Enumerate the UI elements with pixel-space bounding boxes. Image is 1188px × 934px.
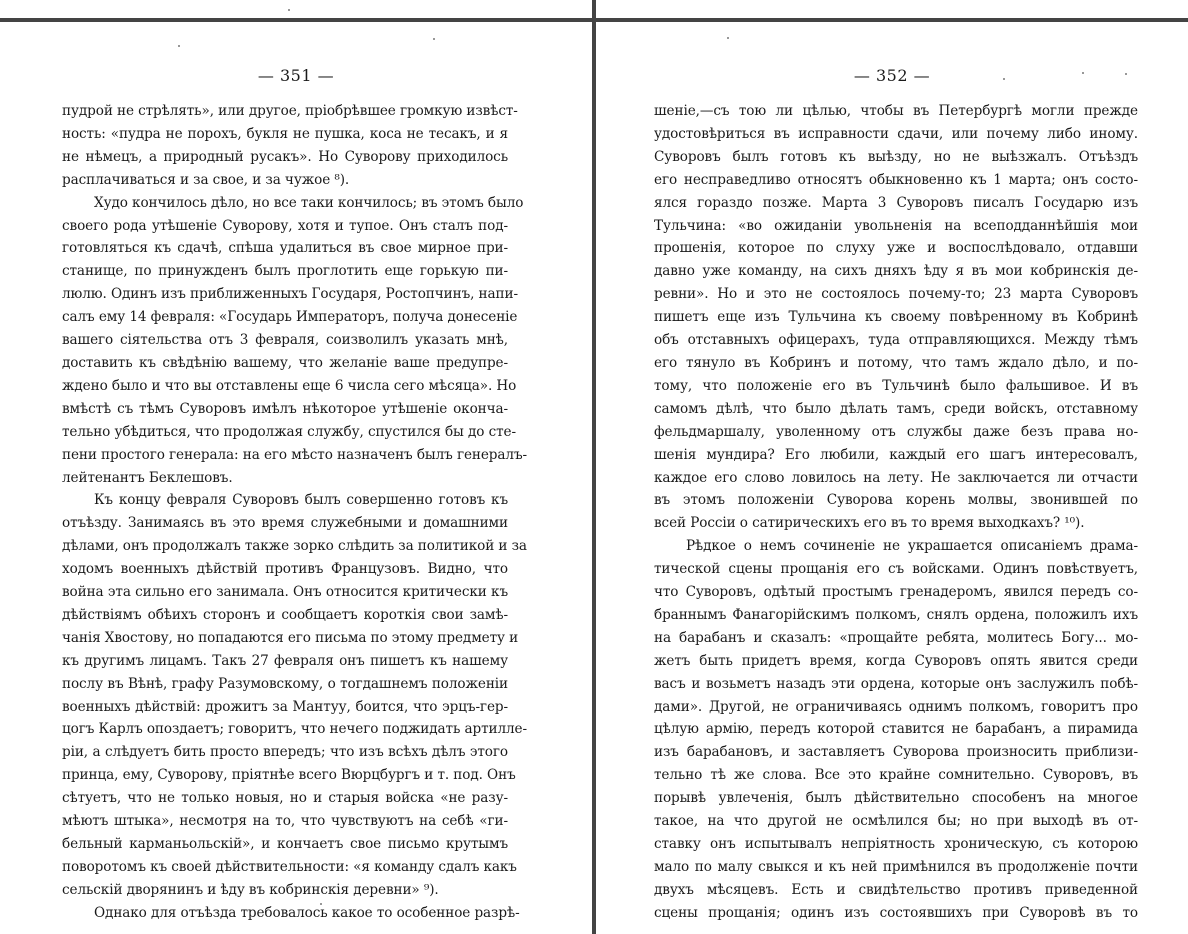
text-line: послу въ Вѣнѣ, графу Разумовскому, о тогдашнемъ положеніи: [62, 675, 508, 692]
text-line: тельно тѣ же слова. Все это крайне сомнительно. Суворовъ, въ: [654, 767, 1138, 784]
text-line: всей Россіи о сатирическихъ его въ то время выходкахъ? ¹⁰).: [654, 515, 1085, 532]
page-number: — 351 —: [257, 66, 335, 85]
text-line: пени простого генерала: на его мѣсто назначенъ былъ генералъ-: [62, 446, 527, 463]
text-line: порывѣ увлеченія, былъ дѣйствительно способенъ на многое: [654, 790, 1138, 807]
text-line: салъ ему 14 февраля: «Государь Императоръ, получа донесеніе: [62, 309, 518, 326]
text-line: дѣйствіямъ обѣихъ сторонъ и сообщаетъ короткія свои замѣ-: [62, 606, 508, 623]
text-line: шенія мундира? Его любили, каждый его шагъ интересовалъ,: [654, 446, 1138, 463]
text-line: пишетъ еще изъ Тульчина къ своему повѣренному въ Кобринѣ: [654, 309, 1138, 326]
text-line: расплачиваться и за свое, и за чужое ⁸).: [62, 171, 350, 188]
text-line: его несправедливо относятъ обыкновенно къ 1 марта; онъ состо-: [654, 171, 1138, 188]
text-line: ревни». Но и это не состоялось почему-то; 23 марта Суворовъ: [654, 286, 1138, 303]
page-gutter-divider: [592, 0, 596, 934]
scan-speck: [320, 903, 322, 905]
text-line: доставить къ свѣдѣнію вашему, что желаніе ваше предупре-: [62, 354, 508, 371]
text-line: объ отставныхъ офицерахъ, туда отправляющихся. Между тѣмъ: [654, 332, 1138, 349]
text-line: пудрой не стрѣлять», или другое, пріобрѣвшее громкую извѣст-: [62, 103, 518, 119]
text-line: удостовѣриться въ исправности сдачи, или почему либо иному.: [654, 125, 1138, 142]
text-line: васъ и возьметъ назадъ эти ордена, которые онъ заслужилъ побѣ-: [654, 675, 1138, 692]
text-line: давно уже команду, на сихъ дняхъ ѣду я въ мои кобринскія де-: [654, 263, 1138, 280]
text-line: къ другимъ лицамъ. Такъ 27 февраля онъ пишетъ къ нашему: [62, 652, 508, 669]
text-line: тому, что положеніе его въ Тульчинѣ было фальшивое. И въ: [654, 377, 1138, 394]
text-line: Суворовъ былъ готовъ къ выѣзду, но не выѣзжалъ. Отъѣздъ: [654, 148, 1138, 165]
text-line: ждено было и что вы отставлены еще 6 числа сего мѣсяца». Но: [62, 377, 517, 394]
text-line: лейтенантъ Беклешовъ.: [62, 469, 233, 486]
text-line: Однако для отъѣзда требовалось какое то особенное разрѣ-: [94, 904, 520, 921]
text-line: ріи, а слѣдуетъ бить просто впередъ; что изъ всѣхъ дѣлъ этого: [62, 744, 508, 761]
text-line: каждое его слово ловилось на лету. Не заключается ли отчасти: [654, 469, 1138, 486]
text-line: Тульчина: «во ожиданіи увольненія на всеподданнѣйшія мои: [654, 217, 1138, 234]
text-line: люлю. Одинъ изъ приближенныхъ Государя, Ростопчинъ, напи-: [62, 286, 518, 303]
text-line: изъ барабановъ, и заставляетъ Суворова произносить приблизи-: [654, 744, 1138, 761]
scan-speck: [727, 37, 729, 39]
text-line: цогъ Карлъ опоздаетъ; говоритъ, что нечего поджидать артилле-: [62, 721, 527, 738]
page-body-text: [654, 100, 1138, 925]
text-line: прошенія, которое по слуху уже и воспослѣдовало, отдавши: [654, 240, 1138, 257]
text-line: война эта сильно его занимала. Онъ относится критически къ: [62, 584, 508, 601]
text-line: станище, по принужденъ былъ проглотить еще горькую пи-: [62, 263, 508, 280]
text-line: принца, ему, Суворову, пріятнѣе всего Вюрцбургъ и т. под. Онъ: [62, 767, 516, 784]
scan-speck: [433, 38, 435, 40]
scan-speck: [1125, 73, 1127, 75]
text-line: своего рода утѣшеніе Суворову, хотя и тупое. Онъ сталъ под-: [62, 217, 508, 234]
text-line: мѣютъ штыка», несмотря на то, что чувствуютъ на себѣ «ги-: [62, 813, 508, 830]
text-line: вашего сіятельства отъ 3 февраля, соизволилъ указать мнѣ,: [62, 332, 508, 349]
text-line: дами». Другой, не ограничиваясь однимъ полкомъ, говоритъ про: [654, 698, 1138, 715]
text-line: чанія Хвостову, но попадаются его письма по этому предмету и: [62, 629, 519, 646]
scan-speck: [1003, 78, 1005, 80]
text-line: ходомъ военныхъ дѣйствій противъ Французовъ. Видно, что: [62, 561, 508, 578]
text-line: дѣлами, онъ продолжалъ также зорко слѣдить за политикой и за: [62, 538, 527, 555]
text-line: Къ концу февраля Суворовъ былъ совершенно готовъ къ: [94, 492, 508, 509]
page-body-text: [62, 100, 527, 925]
scan-speck: [288, 9, 290, 11]
text-line: жетъ быть придетъ время, когда Суворовъ опять явится среди: [654, 652, 1138, 669]
text-line: ность: «пудра не порохъ, букля не пушка, коса не тесакъ, и я: [62, 125, 508, 142]
text-line: тельно убѣдиться, что продолжая службу, спустился бы до сте-: [62, 423, 516, 440]
text-line: ялся гораздо позже. Марта 3 Суворовъ писалъ Государю изъ: [654, 194, 1138, 211]
scan-speck: [1082, 72, 1084, 74]
text-line: бельный карманьольскій», и кончаетъ свое письмо крутымъ: [62, 836, 508, 852]
text-line: такое, на что другой не осмѣлился бы; но при выходѣ въ от-: [654, 813, 1138, 830]
text-line: двухъ мѣсяцевъ. Есть и свидѣтельство противъ приведенной: [654, 881, 1138, 898]
text-line: въ этомъ положеніи Суворова корень молвы, звонившей по: [654, 492, 1138, 509]
text-line: отъѣзду. Занимаясь въ это время служебными и домашними: [62, 515, 508, 532]
text-line: сѣтуетъ, что не только новыя, но и старыя войска «не разу-: [62, 790, 508, 807]
text-line: сельскій дворянинъ и ѣду въ кобринскія деревни» ⁹).: [62, 881, 439, 898]
text-line: сцены прощанія; одинъ изъ состоявшихъ при Суворовѣ въ то: [654, 904, 1138, 921]
text-line: поворотомъ къ своей дѣйствительности: «я команду сдалъ какъ: [62, 858, 517, 875]
text-line: на барабанъ и сказалъ: «прощайте ребята, молитесь Богу... мо-: [654, 629, 1138, 646]
text-line: что Суворовъ, одѣтый простымъ гренадеромъ, явился передъ со-: [654, 584, 1138, 601]
text-line: цѣлую армію, передъ которой ставится не барабанъ, а пирамида: [654, 721, 1138, 738]
text-line: фельдмаршалу, уволенному отъ службы даже безъ права но-: [654, 423, 1138, 440]
text-line: его тянуло въ Кобринъ и потому, что тамъ ждало дѣло, и по-: [654, 354, 1138, 371]
text-line: мало по малу свыкся и къ ней примѣнился въ продолженіе почти: [654, 858, 1138, 875]
text-line: шеніе,—съ тою ли цѣлью, чтобы въ Петербургѣ могли прежде: [654, 103, 1138, 119]
text-line: военныхъ дѣйствій: дрожитъ за Мантуу, боится, что эрцъ-гер-: [62, 698, 508, 715]
page-number: — 352 —: [853, 66, 931, 85]
text-line: готовляться къ сдачѣ, спѣша удалиться въ свое мирное при-: [62, 240, 508, 257]
text-line: самомъ дѣлѣ, что было дѣлать тамъ, среди войскъ, отставному: [654, 400, 1138, 417]
text-line: Рѣдкое о немъ сочиненіе не украшается описаніемъ драма-: [686, 538, 1138, 555]
text-line: браннымъ Фанагорійскимъ полкомъ, снялъ ордена, положилъ ихъ: [654, 606, 1138, 623]
text-line: не нѣмецъ, а природный русакъ». Но Суворову приходилось: [62, 148, 508, 165]
text-line: вмѣстѣ съ тѣмъ Суворовъ имѣлъ нѣкоторое утѣшеніе оконча-: [62, 400, 508, 417]
scan-speck: [178, 45, 180, 47]
text-line: ставку онъ испытывалъ непріятность хроническую, съ которою: [654, 836, 1138, 852]
text-line: Худо кончилось дѣло, но все таки кончилось; въ этомъ было: [94, 194, 524, 211]
text-line: тической сцены прощанія его съ войсками. Одинъ повѣствуетъ,: [654, 561, 1138, 578]
